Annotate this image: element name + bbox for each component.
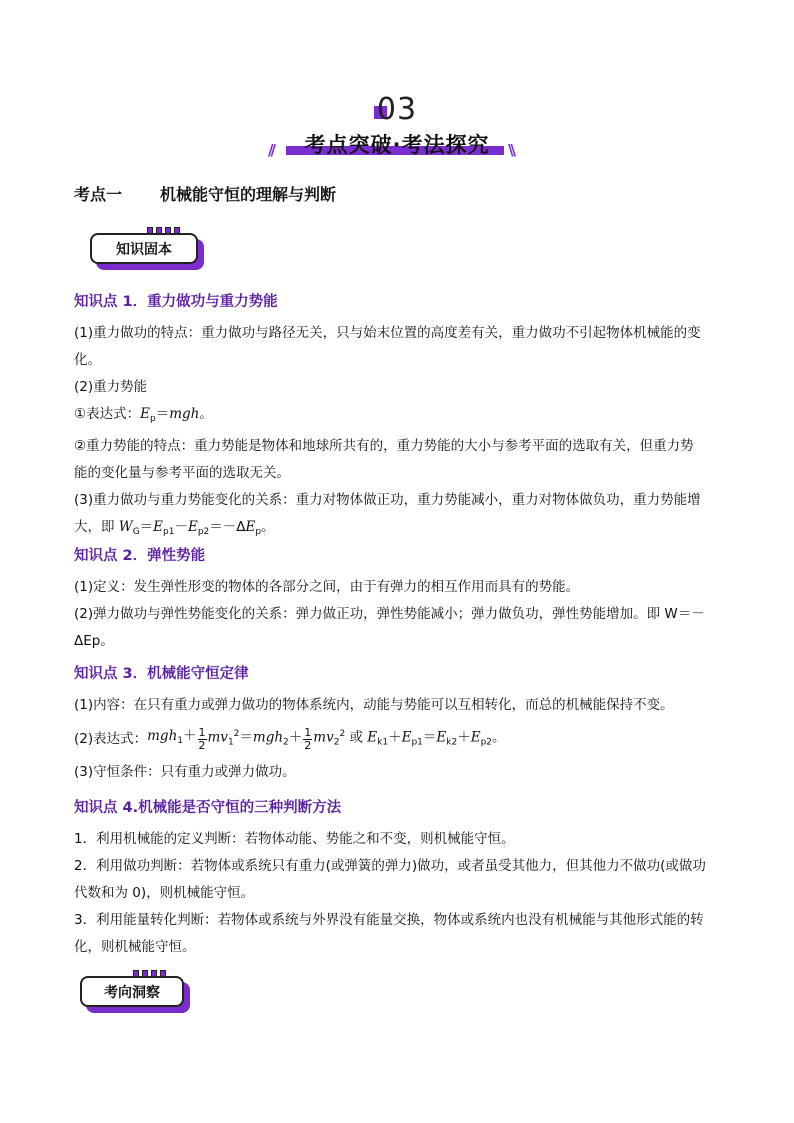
kp4-p3-line-1: 3．利用能量转化判断：若物体或系统与外界没有能量交换，物体或系统内也没有机械能与其他形式能的转 [74, 912, 704, 928]
kp1-p2: (2)重力势能 [74, 379, 148, 395]
kp1-heading: 知识点 1．重力做功与重力势能 [74, 294, 278, 310]
topic-title: 机械能守恒的理解与判断 [160, 185, 337, 204]
insight-badge-label: 考向洞察 [80, 976, 184, 1007]
kp1-p3: ①表达式：$E_p=mgh$。 [74, 406, 213, 424]
right-slash-decoration: \\ [508, 141, 513, 159]
kp2-p1: (1)定义：发生弹性形变的物体的各部分之间，由于有弹力的相互作用而具有的势能。 [74, 579, 580, 595]
kp1-p5-line-1: (3)重力做功与重力势能变化的关系：重力对物体做正功，重力势能减小，重力对物体做负功，重力势能增 [74, 492, 701, 508]
kp1-p4-line-2: 能的变化量与参考平面的选取无关。 [74, 465, 290, 481]
kp3-p2: (2)表达式： mgh$_1$＋ $\frac{1}{2}$ $mv_1^2=mgh_2+$ $\frac{1}{2}$ $mv_2^2$ 或 $E_{k1}+E_{p1}=E_{k2}+E_{p2}$。 [74, 725, 506, 752]
left-slash-decoration: // [268, 141, 273, 159]
section-number: 03 [376, 92, 418, 127]
kp2-p2-line-1: (2)弹力做功与弹性势能变化的关系：弹力做正功，弹性势能减小；弹力做负功，弹性势能增加。即 W＝－ [74, 606, 705, 622]
kp4-p2-line-2: 代数和为 0)，则机械能守恒。 [74, 885, 255, 901]
kp2-heading: 知识点 2．弹性势能 [74, 548, 206, 564]
kp3-p1: (1)内容：在只有重力或弹力做功的物体系统内，动能与势能可以互相转化，而总的机械能保持不变。 [74, 697, 674, 713]
kp1-paragraph-1 [74, 320, 724, 546]
kp3-body [74, 692, 724, 786]
basics-badge [90, 233, 198, 264]
kp1-p4-line-1: ②重力势能的特点：重力势能是物体和地球所共有的，重力势能的大小与参考平面的选取有关，但重力势 [74, 438, 694, 454]
kp1-p1-line-2: 化。 [74, 352, 101, 368]
kp4-p1: 1．利用机械能的定义判断：若物体动能、势能之和不变，则机械能守恒。 [74, 831, 515, 847]
section-title: 考点突破·考法探究 [304, 133, 490, 157]
kp3-heading: 知识点 3．机械能守恒定律 [74, 666, 249, 682]
kp3-p3: (3)守恒条件：只有重力或弹力做功。 [74, 764, 296, 780]
kp4-p3-line-2: 化，则机械能守恒。 [74, 939, 196, 955]
topic-label: 考点一 [74, 185, 123, 204]
topic-heading [74, 182, 336, 205]
kp1-p5-line-2: 大，即 $W_G=E_{p1}-E_{p2}=-\Delta E_p$。 [74, 519, 275, 537]
basics-badge-label: 知识固本 [90, 233, 198, 264]
kp4-p2-line-1: 2．利用做功判断：若物体或系统只有重力(或弹簧的弹力)做功，或者虽受其他力，但其他力不做功(或做功 [74, 858, 706, 874]
kp1-p1-line-1: (1)重力做功的特点：重力做功与路径无关，只与始末位置的高度差有关，重力做功不引起物体机械能的变 [74, 325, 701, 341]
kp2-p2-line-2: ΔEp。 [74, 633, 114, 649]
kp4-body [74, 826, 724, 961]
insight-badge [80, 976, 184, 1007]
kp2-body [74, 574, 724, 655]
kp4-heading: 知识点 4.机械能是否守恒的三种判断方法 [74, 800, 342, 816]
